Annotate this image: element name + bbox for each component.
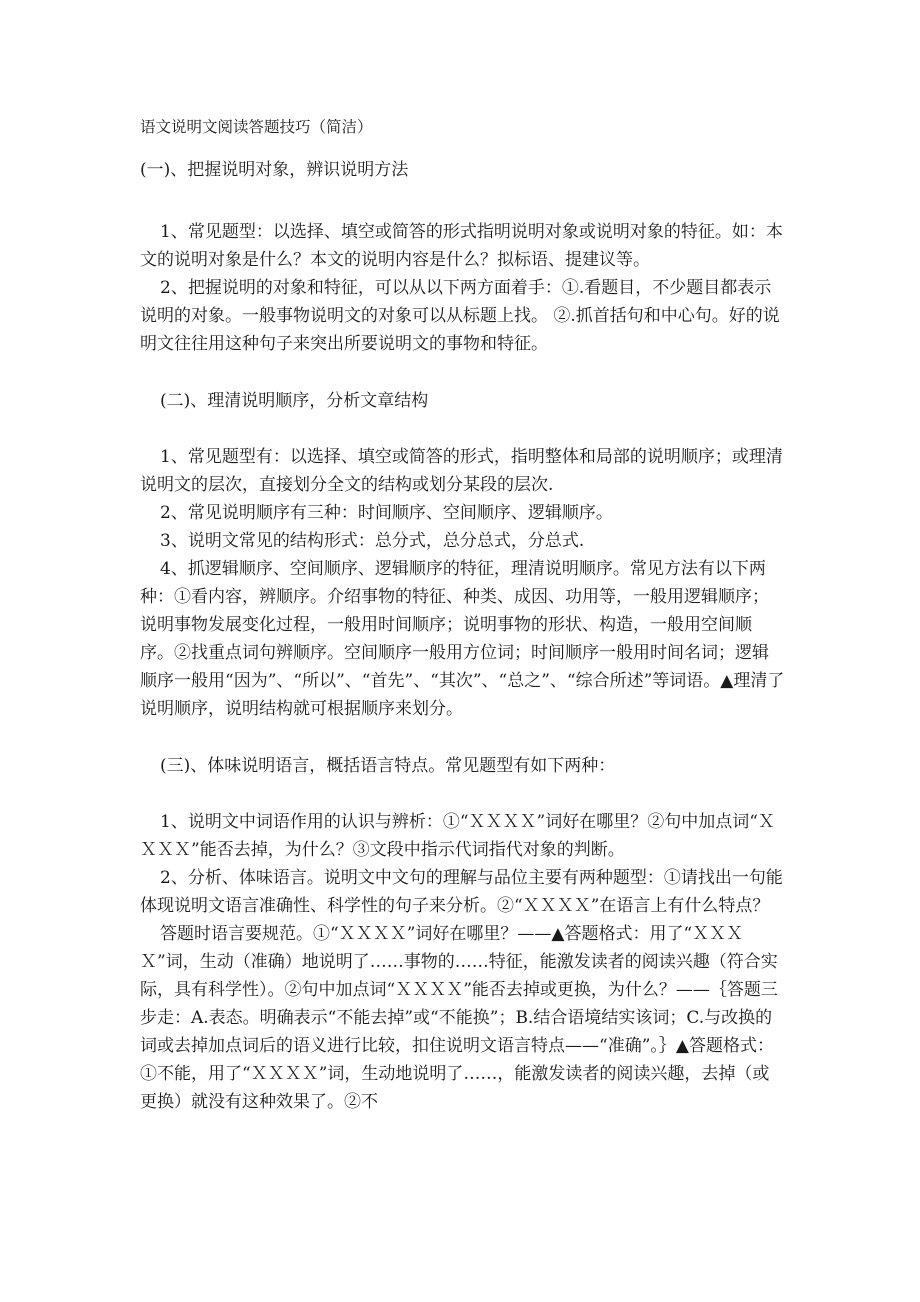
spacer bbox=[140, 358, 785, 387]
section-heading-2: (二)、理清说明顺序，分析文章结构 bbox=[160, 391, 429, 411]
section-heading-1: (一)、把握说明对象，辨识说明方法 bbox=[140, 160, 409, 180]
section-heading-3: (三)、体味说明语言，概括语言特点。常见题型有如下两种： bbox=[160, 756, 616, 776]
spacer bbox=[140, 415, 785, 443]
paragraph: 2、分析、体味语言。说明文中文句的理解与品位主要有两种题型：①请找出一句能体现说明文语言准确性、科学性的句子来分析。②“ＸＸＸＸ”在语言上有什么特点？ bbox=[140, 868, 783, 916]
paragraph: 1、常见题型：以选择、填空或简答的形式指明说明对象或说明对象的特征。如：本文的说明对象是什么？本文的说明内容是什么？拟标语、提建议等。 bbox=[140, 222, 783, 270]
spacer bbox=[140, 780, 785, 808]
paragraph: 2、把握说明的对象和特征，可以从以下两方面着手：①.看题目，不少题目都表示说明的对象。一般事物说明文的对象可以从标题上找。 ②.抓首括句和中心句。好的说明文往往用这种句子来突出所要说明文的事物和特征。 bbox=[140, 278, 780, 354]
paragraph: 2、常见说明顺序有三种：时间顺序、空间顺序、逻辑顺序。 bbox=[160, 503, 613, 523]
document-title: 语文说明文阅读答题技巧（简洁） bbox=[140, 118, 373, 136]
paragraph: 1、常见题型有：以选择、填空或简答的形式，指明整体和局部的说明顺序；或理清说明文的层次，直接划分全文的结构或划分某段的层次. bbox=[140, 447, 783, 495]
paragraph: 1、说明文中词语作用的认识与辨析：①“ＸＸＸＸ”词好在哪里？②句中加点词“ＸＸＸＸ”能否去掉，为什么？③文段中指示代词指代对象的判断。 bbox=[140, 812, 775, 860]
document-content bbox=[140, 116, 785, 1116]
paragraph: 3、说明文常见的结构形式：总分式，总分总式，分总式. bbox=[160, 531, 585, 551]
spacer bbox=[140, 723, 785, 752]
paragraph: 4、抓逻辑顺序、空间顺序、逻辑顺序的特征，理清说明顺序。常见方法有以下两种：①看内容，辨顺序。介绍事物的特征、种类、成因、功用等，一般用逻辑顺序；说明事物发展变化过程，一般用时间顺序；说明事物的形状、构造，一般用空间顺序。②找重点词句辨顺序。空间顺序一般用方位词；时间顺序一般用时间名词；逻辑顺序一般用“因为”、“所以”、“首先”、“其次”、“总之”、“综合所述”等词语。▲理清了说明顺序，说明结构就可根据顺序来划分。 bbox=[140, 559, 785, 719]
paragraph: 答题时语言要规范。①“ＸＸＸＸ”词好在哪里？——▲答题格式：用了“ＸＸＸＸ”词，生动（准确）地说明了……事物的……特征，能激发读者的阅读兴趣（符合实际，具有科学性）。②句中加点词“ＸＸＸＸ”能否去掉或更换，为什么？——｛答题三步走：A.表态。明确表示“不能去掉”或“不能换”；B.结合语境结实该词；C.与改换的词或去掉加点词后的语义进行比较，扣住说明文语言特点——“准确”。｝▲答题格式：①不能，用了“ＸＸＸＸ”词，生动地说明了……，能激发读者的阅读兴趣，去掉（或更换）就没有这种效果了。②不 bbox=[140, 924, 778, 1112]
